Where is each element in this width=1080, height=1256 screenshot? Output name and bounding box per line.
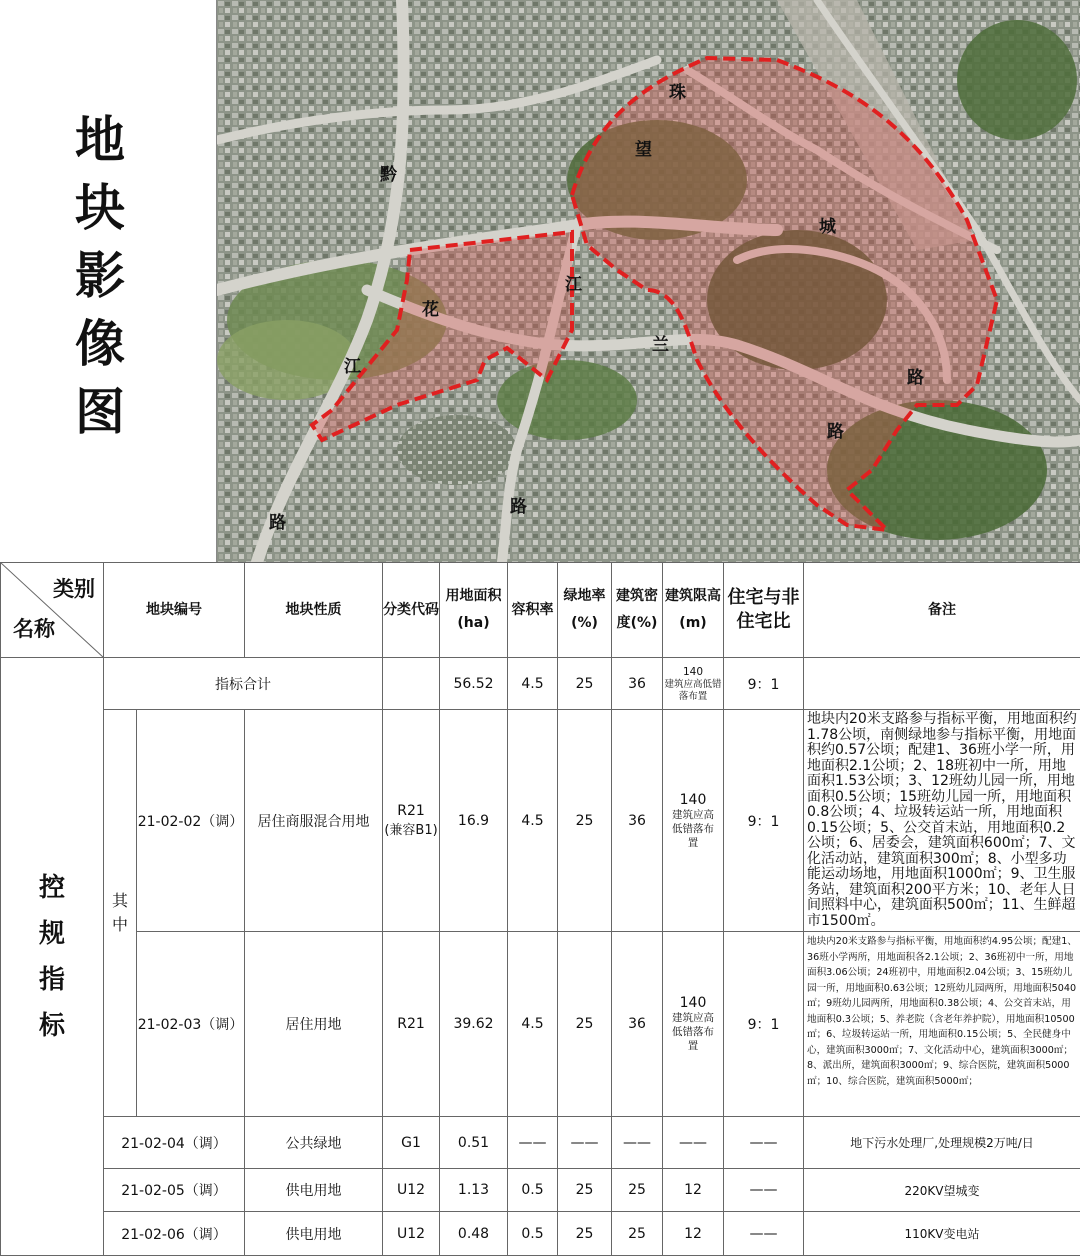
- green-value: ——: [558, 1117, 612, 1169]
- total-green: 25: [558, 658, 612, 710]
- parcel-no: 21-02-02（调）: [137, 710, 245, 932]
- parcel-nature: 居住商服混合用地: [245, 710, 383, 932]
- control-indicator-label: 控规指标: [37, 865, 67, 1049]
- control-indicator-cell: [1, 658, 104, 1256]
- header-height-limit: 建筑限高(m): [663, 563, 724, 658]
- height-note: 建筑应高低错落布置: [667, 1011, 719, 1053]
- title-char: 块: [0, 174, 200, 242]
- parcel-no: 21-02-05（调）: [104, 1169, 245, 1212]
- ratio-value: 9：1: [724, 710, 804, 932]
- aerial-map: [217, 0, 1080, 562]
- name-label: 名称: [13, 613, 55, 643]
- parcel-nature: 居住用地: [245, 932, 383, 1117]
- total-row: [1, 658, 1080, 710]
- parcel-no: 21-02-03（调）: [137, 932, 245, 1117]
- far-value: 0.5: [508, 1212, 558, 1256]
- map-road-label: 兰: [652, 334, 669, 355]
- map-road-label: 路: [269, 512, 286, 533]
- header-remarks: 备注: [804, 563, 1080, 658]
- class-code: U12: [383, 1169, 440, 1212]
- header-class-code: 分类代码: [383, 563, 440, 658]
- total-height-note: 建筑应高低错落布置: [663, 679, 723, 703]
- table-row: [1, 1212, 1080, 1256]
- map-road-label: 望: [635, 139, 652, 160]
- map-road-label: 路: [827, 421, 844, 442]
- area-value: 0.51: [440, 1117, 508, 1169]
- page-title: [0, 106, 200, 446]
- map-canvas: [217, 0, 1080, 562]
- height-value: 140: [663, 792, 723, 808]
- height-value: 12: [663, 1212, 724, 1256]
- table-row: [1, 1117, 1080, 1169]
- total-label: 指标合计: [104, 658, 383, 710]
- green-value: 25: [558, 710, 612, 932]
- far-value: 4.5: [508, 932, 558, 1117]
- among-cell: [104, 710, 137, 1117]
- title-char: 影: [0, 242, 200, 310]
- height-value: 12: [663, 1169, 724, 1212]
- title-panel: [0, 0, 217, 562]
- header-area: 用地面积(ha): [440, 563, 508, 658]
- remark-text: 地下污水处理厂,处理规模2万吨/日: [804, 1117, 1080, 1169]
- table-row: [1, 1169, 1080, 1212]
- indicator-table: [0, 562, 1080, 1256]
- total-height-cell: [663, 658, 724, 710]
- map-road-label: 黔: [379, 164, 398, 185]
- map-road-label: 路: [510, 496, 527, 517]
- header-far: 容积率: [508, 563, 558, 658]
- area-value: 16.9: [440, 710, 508, 932]
- height-cell: [663, 710, 724, 932]
- area-value: 1.13: [440, 1169, 508, 1212]
- ratio-value: ——: [724, 1169, 804, 1212]
- density-value: 25: [612, 1169, 663, 1212]
- green-value: 25: [558, 1169, 612, 1212]
- class-code-cell: [383, 710, 440, 932]
- height-cell: [663, 932, 724, 1117]
- height-value: ——: [663, 1117, 724, 1169]
- parcel-no: 21-02-06（调）: [104, 1212, 245, 1256]
- category-label: 类别: [53, 573, 95, 603]
- density-value: 36: [612, 932, 663, 1117]
- header-parcel-nature: 地块性质: [245, 563, 383, 658]
- header-parcel-no: 地块编号: [104, 563, 245, 658]
- table-header-row: [1, 563, 1080, 658]
- ratio-value: 9：1: [724, 932, 804, 1117]
- title-char: 图: [0, 378, 200, 446]
- class-code: R21: [383, 932, 440, 1117]
- header-building-density: 建筑密度(%): [612, 563, 663, 658]
- header-green-rate: 绿地率(%): [558, 563, 612, 658]
- total-density: 36: [612, 658, 663, 710]
- area-value: 0.48: [440, 1212, 508, 1256]
- parcel-nature: 公共绿地: [245, 1117, 383, 1169]
- total-height: 140: [663, 665, 723, 679]
- class-code-note: (兼容B1): [383, 819, 439, 838]
- total-ratio: 9：1: [724, 658, 804, 710]
- among-label: 其中: [111, 889, 129, 937]
- class-code: R21: [383, 803, 439, 819]
- remark-text: 地块内20米支路参与指标平衡，用地面积约1.78公顷，南侧绿地参与指标平衡，用地面积约0.57公顷；配建1、36班小学一所，用地面积2.1公顷；2、18班初中一所，用地面积1.53公顷；3、12班幼儿园一所，用地面积0.5公顷；15班幼儿园一所，用地面积0.8公顷；4、垃圾转运站一所，用地面积0.15公顷；5、公交首末站，用地面积0.2公顷；6、居委会，建筑面积600㎡；7、文化活动站，建筑面积300㎡；8、小型多功能运动场地，用地面积1000㎡；9、卫生服务站，建筑面积200平方米；10、老年人日间照料中心，建筑面积500㎡；11、生鲜超市1500㎡。: [804, 710, 1080, 932]
- density-value: 36: [612, 710, 663, 932]
- height-note: 建筑应高低错落布置: [667, 808, 719, 850]
- remark-text: 220KV望城变: [804, 1169, 1080, 1212]
- parcel-no: 21-02-04（调）: [104, 1117, 245, 1169]
- header-res-ratio: 住宅与非住宅比: [724, 563, 804, 658]
- height-value: 140: [663, 995, 723, 1011]
- total-code: [383, 658, 440, 710]
- class-code: G1: [383, 1117, 440, 1169]
- total-far: 4.5: [508, 658, 558, 710]
- map-road-label: 江: [565, 275, 583, 295]
- density-value: ——: [612, 1117, 663, 1169]
- far-value: 0.5: [508, 1169, 558, 1212]
- green-value: 25: [558, 1212, 612, 1256]
- map-road-label: 路: [907, 367, 924, 388]
- parcel-nature: 供电用地: [245, 1212, 383, 1256]
- ratio-value: ——: [724, 1117, 804, 1169]
- total-area: 56.52: [440, 658, 508, 710]
- total-remark: [804, 658, 1080, 710]
- title-char: 像: [0, 310, 200, 378]
- green-value: 25: [558, 932, 612, 1117]
- title-char: 地: [0, 106, 200, 174]
- table-row: [1, 932, 1080, 1117]
- category-name-cell: [1, 563, 104, 658]
- far-value: ——: [508, 1117, 558, 1169]
- map-road-label: 城: [819, 217, 837, 237]
- parcel-nature: 供电用地: [245, 1169, 383, 1212]
- class-code: U12: [383, 1212, 440, 1256]
- remark-text: 110KV变电站: [804, 1212, 1080, 1256]
- ratio-value: ——: [724, 1212, 804, 1256]
- table-row: [1, 710, 1080, 932]
- map-road-label: 珠: [669, 82, 686, 103]
- map-road-label: 江: [344, 357, 362, 377]
- far-value: 4.5: [508, 710, 558, 932]
- density-value: 25: [612, 1212, 663, 1256]
- area-value: 39.62: [440, 932, 508, 1117]
- map-road-label: 花: [421, 300, 439, 320]
- remark-text: 地块内20米支路参与指标平衡，用地面积约4.95公顷；配建1、36班小学两所，用地面积各2.1公顷；2、36班初中一所，用地面积3.06公顷；24班初中，用地面积2.04公顷；3、15班幼儿园一所，用地面积0.63公顷；12班幼儿园两所，用地面积5040㎡；9班幼儿园两所，用地面积0.38公顷；4、公交首末站，用地面积0.3公顷；5、养老院（含老年养护院），用地面积10500㎡；6、垃圾转运站一所，用地面积0.15公顷；5、全民健身中心，建筑面积3000㎡；7、文化活动中心，建筑面积3000㎡；8、派出所，建筑面积3000㎡；9、综合医院，建筑面积5000㎡；10、综合医院，建筑面积5000㎡；: [804, 932, 1080, 1117]
